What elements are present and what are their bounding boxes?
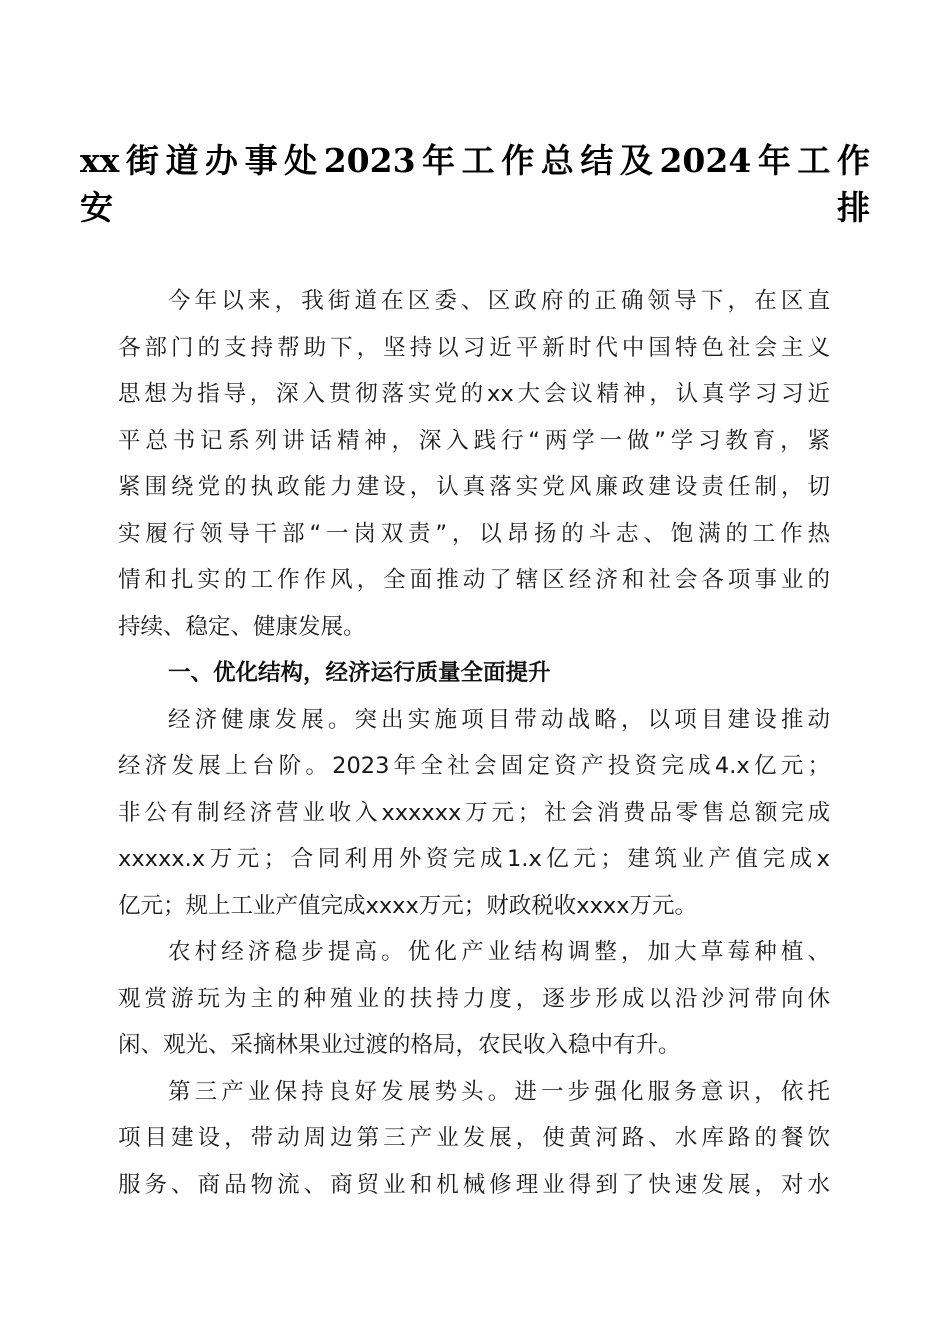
text-line: 非公有制经济营业收入xxxxxx万元；社会消费品零售总额完成	[118, 799, 830, 826]
text-line: 亿元；规上工业产值完成xxxx万元；财政税收xxxx万元。	[118, 892, 698, 919]
paragraph-economy	[118, 697, 830, 930]
text-line: 思想为指导，深入贯彻落实党的xx大会议精神，认真学习习近	[118, 381, 830, 407]
document-body	[118, 278, 830, 1208]
text-line: 经济发展上台阶。2023年全社会固定资产投资完成4.x亿元；	[118, 753, 830, 779]
text-line: 农村经济稳步提高。优化产业结构调整，加大草莓种植、	[168, 939, 830, 965]
text-line: 情和扎实的工作作风，全面推动了辖区经济和社会各项事业的	[118, 567, 830, 593]
text-line: 服务、商品物流、商贸业和机械修理业得到了快速发展，对水	[118, 1171, 830, 1198]
text-line: 平总书记系列讲话精神，深入践行“两学一做”学习教育，紧	[118, 427, 830, 454]
title-line: 安排	[80, 187, 870, 227]
paragraph-intro	[118, 278, 830, 650]
text-line: 经济健康发展。突出实施项目带动战略，以项目建设推动	[168, 706, 830, 733]
text-line: 第三产业保持良好发展势头。进一步强化服务意识，依托	[168, 1078, 830, 1105]
text-line: 项目建设，带动周边第三产业发展，使黄河路、水库路的餐饮	[118, 1125, 830, 1151]
text-line: 观赏游玩为主的种殖业的扶持力度，逐步形成以沿沙河带向休	[118, 985, 830, 1012]
text-line: 持续、稳定、健康发展。	[118, 613, 366, 640]
title-line: xx街道办事处2023年工作总结及2024年工作	[80, 141, 870, 180]
section-heading: 一、优化结构，经济运行质量全面提升	[168, 660, 551, 686]
text-line: 实履行领导干部“一岗双责”，以昂扬的斗志、饱满的工作热	[118, 520, 830, 547]
paragraph-tertiary	[118, 1069, 830, 1209]
paragraph-rural	[118, 929, 830, 1069]
document-title	[80, 138, 870, 231]
text-line: 今年以来，我街道在区委、区政府的正确领导下，在区直	[168, 288, 830, 314]
text-line: 闲、观光、采摘林果业过渡的格局，农民收入稳中有升。	[118, 1032, 681, 1058]
text-line: xxxxx.x万元；合同利用外资完成1.x亿元；建筑业产值完成x	[118, 846, 830, 872]
text-line: 各部门的支持帮助下，坚持以习近平新时代中国特色社会主义	[118, 334, 830, 361]
text-line: 紧围绕党的执政能力建设，认真落实党风廉政建设责任制，切	[118, 474, 830, 500]
